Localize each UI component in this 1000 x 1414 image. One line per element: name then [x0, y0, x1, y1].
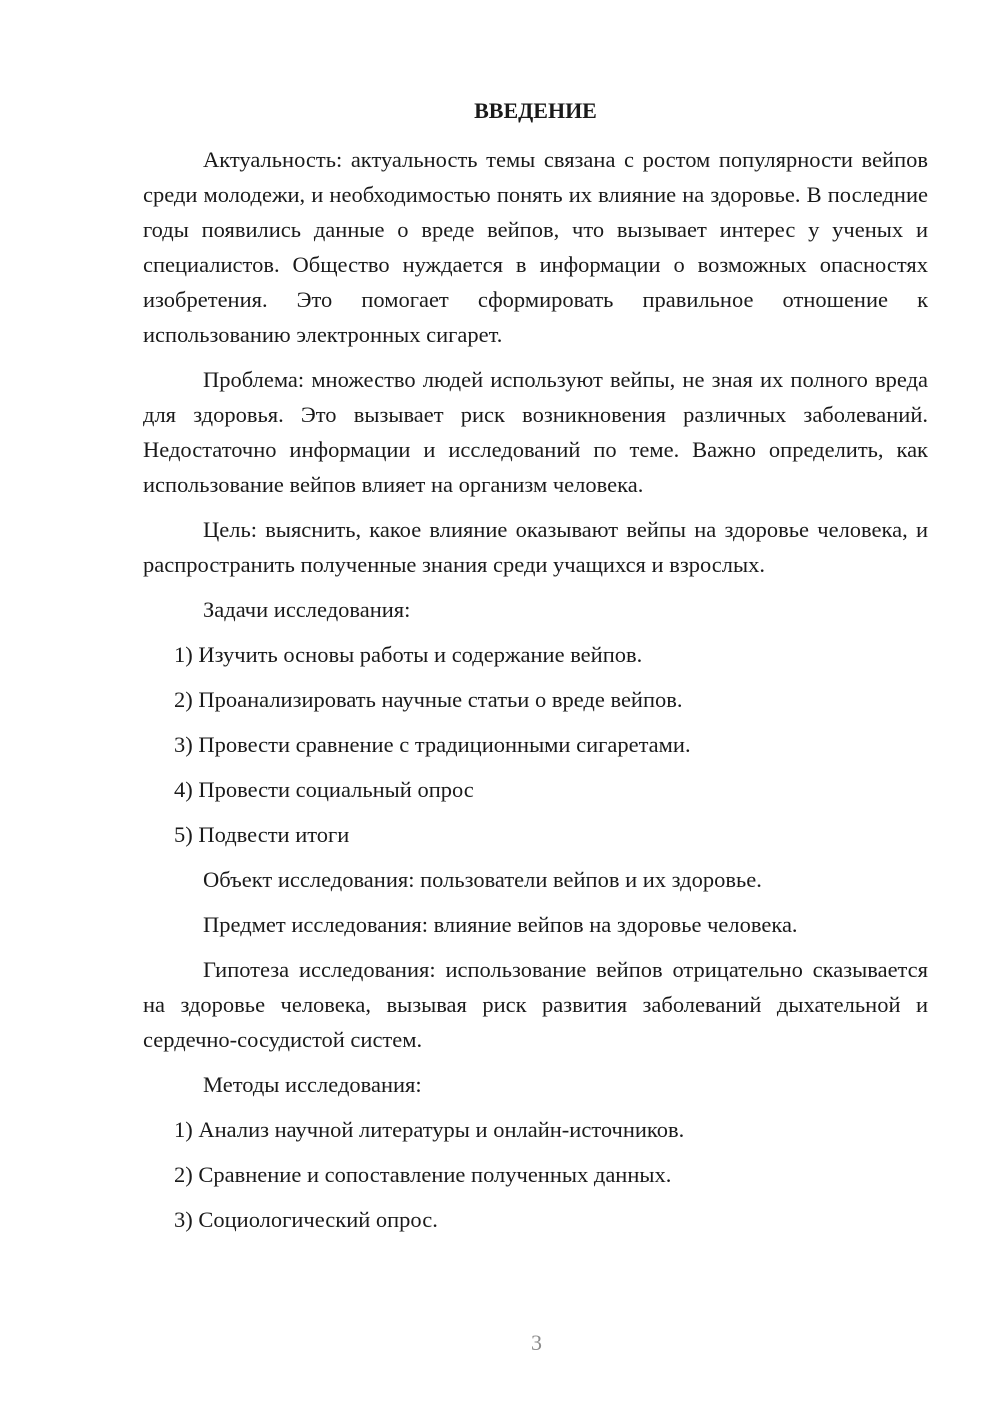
document-page — [143, 94, 928, 1247]
methods-heading: Методы исследования: — [203, 1072, 422, 1097]
method-item: 3) Социологический опрос. — [174, 1207, 438, 1232]
page-number: 3 — [531, 1330, 542, 1355]
task-item: 2) Проанализировать научные статьи о вреде вейпов. — [174, 687, 683, 712]
section-title: ВВЕДЕНИЕ — [474, 98, 597, 123]
task-item: 4) Провести социальный опрос — [174, 777, 474, 802]
task-item: 5) Подвести итоги — [174, 822, 350, 847]
problem-paragraph: Проблема: множество людей используют вейпы, не зная их полного вреда для здоровья. Это вызывает риск возникновения различных заболеваний. Недостаточно информации и исследований по теме. Важно определить, как использование вейпов влияет на организм человека. — [143, 367, 928, 497]
task-item: 1) Изучить основы работы и содержание вейпов. — [174, 642, 643, 667]
tasks-heading: Задачи исследования: — [203, 597, 411, 622]
relevance-paragraph: Актуальность: актуальность темы связана с ростом популярности вейпов среди молодежи, и необходимостью понять их влияние на здоровье. В последние годы появились данные о вреде вейпов, что вызывает интерес у ученых и специалистов. Общество нуждается в информации о возможных опасностях изобретения. Это помогает сформировать правильное отношение к использованию электронных сигарет. — [143, 147, 928, 347]
tasks-list — [143, 637, 928, 852]
hypothesis-paragraph: Гипотеза исследования: использование вейпов отрицательно сказывается на здоровье человека, вызывая риск развития заболеваний дыхательной и сердечно-сосудистой систем. — [143, 957, 928, 1052]
subject-paragraph: Предмет исследования: влияние вейпов на здоровье человека. — [203, 912, 798, 937]
object-paragraph: Объект исследования: пользователи вейпов и их здоровье. — [203, 867, 762, 892]
method-item: 2) Сравнение и сопоставление полученных данных. — [174, 1162, 672, 1187]
goal-paragraph: Цель: выяснить, какое влияние оказывают вейпы на здоровье человека, и распространить полученные знания среди учащихся и взрослых. — [143, 517, 928, 577]
method-item: 1) Анализ научной литературы и онлайн-источников. — [174, 1117, 685, 1142]
task-item: 3) Провести сравнение с традиционными сигаретами. — [174, 732, 691, 757]
methods-list — [143, 1112, 928, 1237]
